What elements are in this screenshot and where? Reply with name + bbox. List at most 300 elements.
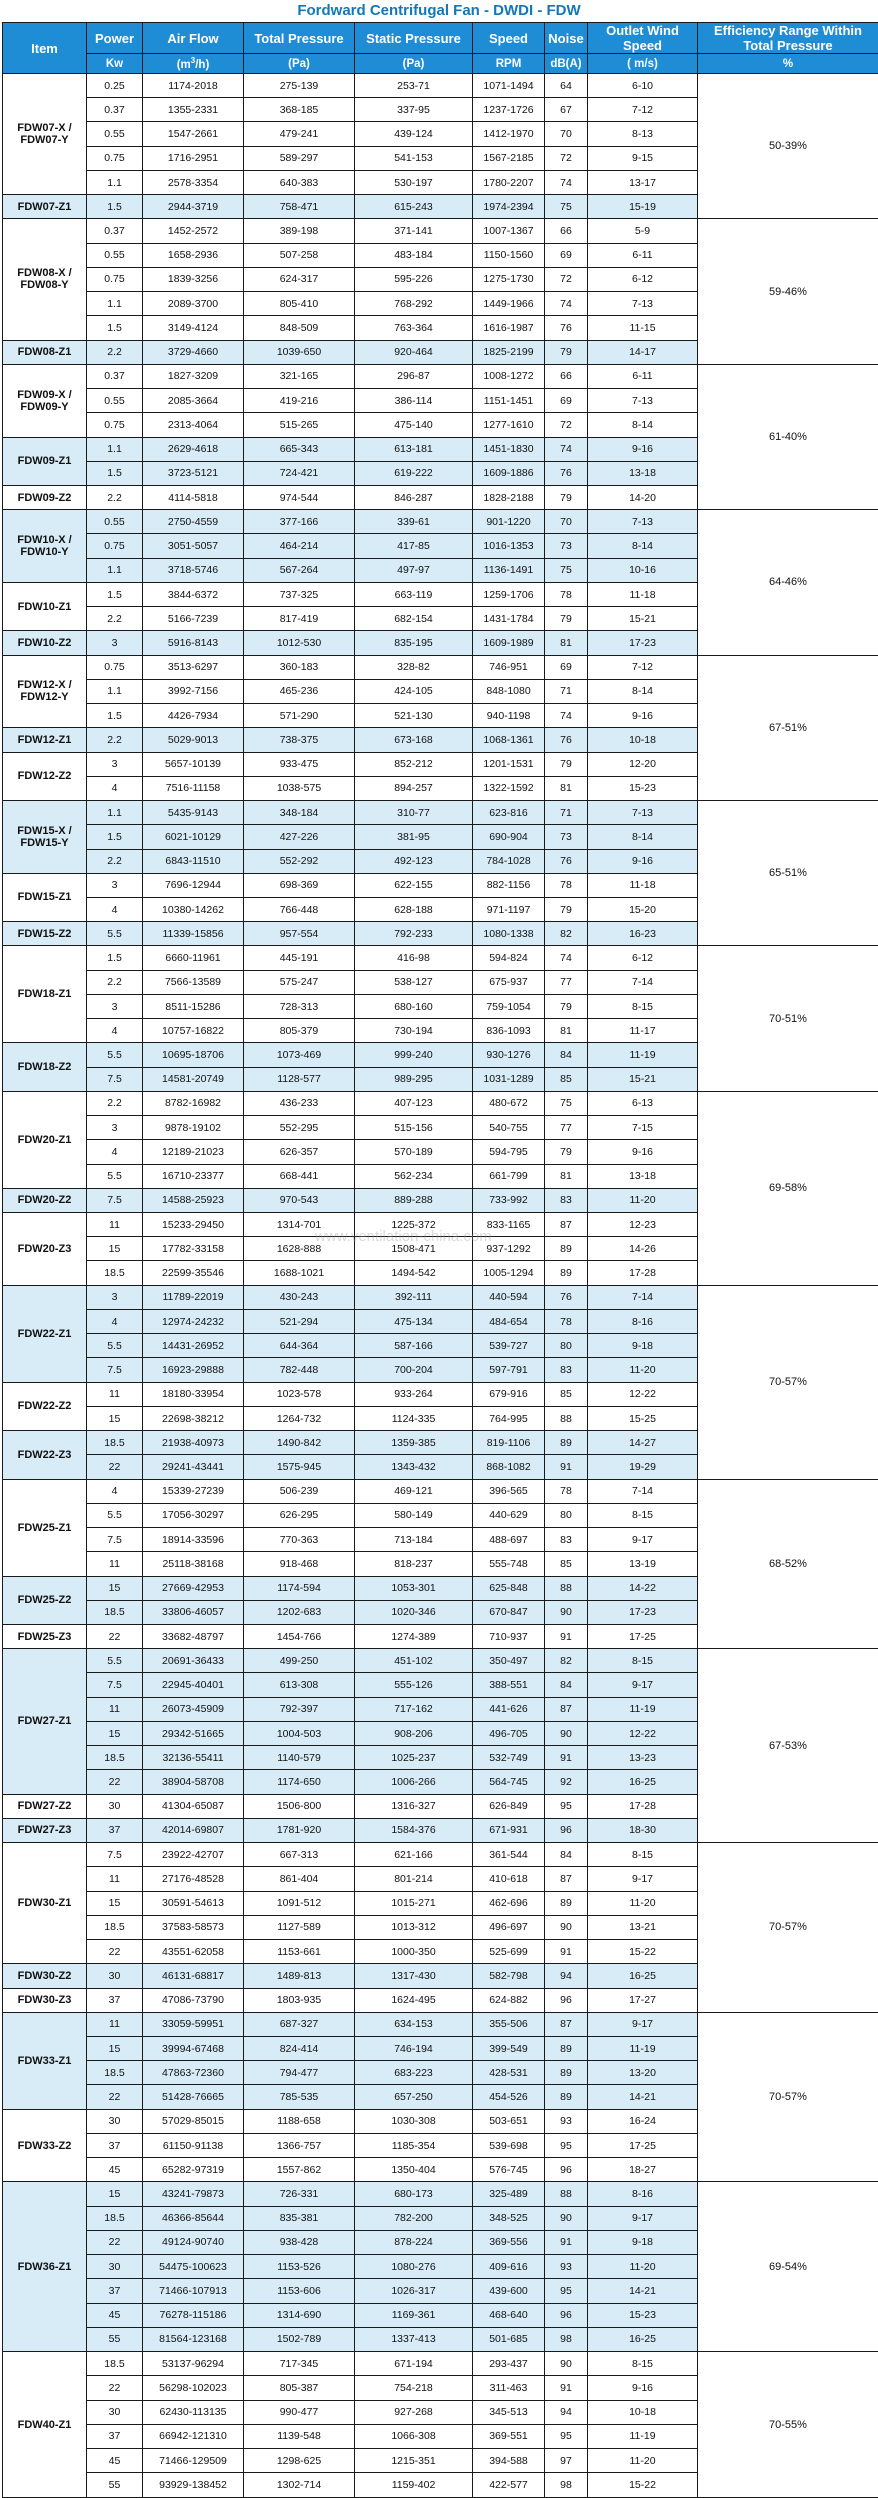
cell-speed: 1031-1289 [473,1067,545,1091]
cell-speed: 848-1080 [473,679,545,703]
cell-static-pressure: 392-111 [355,1285,473,1309]
cell-air-flow: 39994-67468 [143,2036,244,2060]
cell-static-pressure: 469-121 [355,1479,473,1503]
cell-total-pressure: 848-509 [244,316,355,340]
cell-total-pressure: 499-250 [244,1649,355,1673]
cell-noise: 74 [545,292,588,316]
cell-total-pressure: 1012-530 [244,631,355,655]
efficiency-range: 61-40% [698,364,878,509]
cell-total-pressure: 1781-920 [244,1818,355,1842]
cell-outlet-wind-speed: 7-13 [588,801,698,825]
cell-static-pressure: 1350-404 [355,2158,473,2182]
cell-static-pressure: 1508-471 [355,1237,473,1261]
cell-power: 3 [87,752,143,776]
header-speed: Speed [473,23,545,54]
cell-noise: 89 [545,1431,588,1455]
cell-static-pressure: 497-97 [355,558,473,582]
cell-total-pressure: 348-184 [244,801,355,825]
cell-air-flow: 27176-48528 [143,1867,244,1891]
cell-total-pressure: 785-535 [244,2085,355,2109]
cell-total-pressure: 589-297 [244,146,355,170]
cell-static-pressure: 580-149 [355,1503,473,1527]
cell-speed: 311-463 [473,2376,545,2400]
cell-power: 0.37 [87,364,143,388]
cell-air-flow: 22599-35546 [143,1261,244,1285]
table-row [3,74,878,98]
cell-static-pressure: 619-222 [355,461,473,485]
efficiency-range: 59-46% [698,219,878,364]
cell-total-pressure: 1188-658 [244,2109,355,2133]
cell-total-pressure: 624-317 [244,267,355,291]
cell-noise: 87 [545,1867,588,1891]
cell-static-pressure: 328-82 [355,655,473,679]
cell-speed: 539-698 [473,2133,545,2157]
cell-air-flow: 5657-10139 [143,752,244,776]
model-name: FDW20-Z2 [3,1188,87,1212]
cell-outlet-wind-speed: 8-16 [588,1309,698,1333]
model-name: FDW10-X / FDW10-Y [3,510,87,583]
cell-static-pressure: 492-123 [355,849,473,873]
table-row [3,801,878,825]
cell-power: 4 [87,1019,143,1043]
cell-total-pressure: 640-383 [244,170,355,194]
cell-total-pressure: 758-471 [244,195,355,219]
cell-static-pressure: 671-194 [355,2352,473,2376]
cell-air-flow: 38904-58708 [143,1770,244,1794]
cell-power: 1.1 [87,558,143,582]
cell-air-flow: 1174-2018 [143,74,244,98]
cell-power: 5.5 [87,922,143,946]
cell-static-pressure: 889-288 [355,1188,473,1212]
cell-power: 37 [87,2133,143,2157]
cell-power: 3 [87,994,143,1018]
cell-noise: 95 [545,2279,588,2303]
cell-outlet-wind-speed: 7-15 [588,1116,698,1140]
cell-total-pressure: 507-258 [244,243,355,267]
cell-outlet-wind-speed: 17-25 [588,2133,698,2157]
cell-static-pressure: 521-130 [355,704,473,728]
cell-total-pressure: 724-421 [244,461,355,485]
cell-power: 3 [87,1285,143,1309]
cell-power: 1.5 [87,946,143,970]
cell-total-pressure: 687-327 [244,2012,355,2036]
cell-speed: 1008-1272 [473,364,545,388]
cell-outlet-wind-speed: 8-15 [588,2352,698,2376]
cell-outlet-wind-speed: 11-18 [588,873,698,897]
cell-static-pressure: 1020-346 [355,1600,473,1624]
cell-static-pressure: 1343-432 [355,1455,473,1479]
cell-air-flow: 2750-4559 [143,510,244,534]
cell-speed: 710-937 [473,1625,545,1649]
cell-outlet-wind-speed: 7-14 [588,1479,698,1503]
cell-air-flow: 15339-27239 [143,1479,244,1503]
header-efficiency: Efficiency Range Within Total Pressure [698,23,878,54]
cell-total-pressure: 918-468 [244,1552,355,1576]
cell-air-flow: 17782-33158 [143,1237,244,1261]
cell-total-pressure: 1127-589 [244,1915,355,1939]
cell-total-pressure: 368-185 [244,98,355,122]
model-name: FDW09-X / FDW09-Y [3,364,87,437]
cell-air-flow: 29241-43441 [143,1455,244,1479]
model-name: FDW33-Z2 [3,2109,87,2182]
cell-outlet-wind-speed: 9-18 [588,2230,698,2254]
cell-air-flow: 2629-4618 [143,437,244,461]
cell-air-flow: 71466-107913 [143,2279,244,2303]
cell-static-pressure: 1015-271 [355,1891,473,1915]
cell-noise: 97 [545,2448,588,2472]
cell-air-flow: 1355-2331 [143,98,244,122]
cell-outlet-wind-speed: 9-17 [588,1528,698,1552]
cell-outlet-wind-speed: 12-23 [588,1213,698,1237]
cell-air-flow: 16923-29888 [143,1358,244,1382]
cell-outlet-wind-speed: 11-20 [588,2255,698,2279]
table-row [3,1091,878,1115]
cell-power: 1.5 [87,316,143,340]
cell-static-pressure: 933-264 [355,1382,473,1406]
cell-outlet-wind-speed: 6-12 [588,946,698,970]
cell-air-flow: 2313-4064 [143,413,244,437]
cell-air-flow: 62430-113135 [143,2400,244,2424]
cell-speed: 671-931 [473,1818,545,1842]
cell-power: 1.1 [87,679,143,703]
cell-speed: 971-1197 [473,897,545,921]
cell-static-pressure: 381-95 [355,825,473,849]
cell-total-pressure: 770-363 [244,1528,355,1552]
cell-outlet-wind-speed: 8-14 [588,413,698,437]
cell-outlet-wind-speed: 9-17 [588,2012,698,2036]
cell-noise: 80 [545,1334,588,1358]
watermark: www.ventilation-china.com [315,1228,492,1245]
cell-air-flow: 3729-4660 [143,340,244,364]
model-name: FDW22-Z1 [3,1285,87,1382]
cell-total-pressure: 1174-650 [244,1770,355,1794]
cell-speed: 764-995 [473,1406,545,1430]
cell-speed: 746-951 [473,655,545,679]
cell-power: 5.5 [87,1503,143,1527]
unit-total-pressure: (Pa) [244,54,355,74]
cell-outlet-wind-speed: 6-12 [588,267,698,291]
cell-air-flow: 5916-8143 [143,631,244,655]
cell-total-pressure: 1628-888 [244,1237,355,1261]
cell-power: 0.75 [87,413,143,437]
cell-power: 4 [87,776,143,800]
cell-noise: 83 [545,1188,588,1212]
cell-total-pressure: 1557-862 [244,2158,355,2182]
cell-speed: 532-749 [473,1746,545,1770]
cell-air-flow: 53137-96294 [143,2352,244,2376]
cell-static-pressure: 1215-351 [355,2448,473,2472]
cell-power: 3 [87,1116,143,1140]
cell-power: 1.5 [87,461,143,485]
cell-outlet-wind-speed: 15-21 [588,607,698,631]
cell-total-pressure: 766-448 [244,897,355,921]
cell-static-pressure: 337-95 [355,98,473,122]
unit-outlet-wind-speed: ( m/s) [588,54,698,74]
cell-speed: 1007-1367 [473,219,545,243]
cell-outlet-wind-speed: 19-29 [588,1455,698,1479]
cell-noise: 84 [545,1043,588,1067]
cell-air-flow: 5435-9143 [143,801,244,825]
cell-speed: 1431-1784 [473,607,545,631]
cell-total-pressure: 1039-650 [244,340,355,364]
cell-air-flow: 20691-36433 [143,1649,244,1673]
cell-speed: 1136-1491 [473,558,545,582]
cell-noise: 95 [545,1794,588,1818]
spec-table [2,22,878,2498]
model-name: FDW40-Z1 [3,2352,87,2498]
table-row [3,1649,878,1673]
cell-outlet-wind-speed: 8-15 [588,1649,698,1673]
cell-total-pressure: 1506-800 [244,1794,355,1818]
cell-speed: 1259-1706 [473,582,545,606]
cell-outlet-wind-speed: 14-21 [588,2279,698,2303]
cell-speed: 675-937 [473,970,545,994]
cell-outlet-wind-speed: 11-19 [588,1697,698,1721]
cell-speed: 759-1054 [473,994,545,1018]
cell-noise: 79 [545,994,588,1018]
cell-power: 1.1 [87,170,143,194]
cell-total-pressure: 360-183 [244,655,355,679]
model-name: FDW08-X / FDW08-Y [3,219,87,340]
cell-air-flow: 7566-13589 [143,970,244,994]
cell-power: 22 [87,1770,143,1794]
cell-speed: 355-506 [473,2012,545,2036]
cell-static-pressure: 1066-308 [355,2424,473,2448]
cell-noise: 98 [545,2473,588,2498]
cell-air-flow: 3149-4124 [143,316,244,340]
cell-speed: 833-1165 [473,1213,545,1237]
cell-total-pressure: 1004-503 [244,1721,355,1745]
cell-power: 30 [87,1794,143,1818]
cell-total-pressure: 552-295 [244,1116,355,1140]
cell-outlet-wind-speed: 17-23 [588,631,698,655]
cell-static-pressure: 920-464 [355,340,473,364]
cell-static-pressure: 475-134 [355,1309,473,1333]
cell-total-pressure: 805-410 [244,292,355,316]
cell-outlet-wind-speed: 10-18 [588,728,698,752]
cell-outlet-wind-speed: 14-17 [588,340,698,364]
cell-speed: 1825-2199 [473,340,545,364]
cell-power: 1.1 [87,292,143,316]
cell-air-flow: 9878-19102 [143,1116,244,1140]
cell-total-pressure: 737-325 [244,582,355,606]
cell-power: 0.75 [87,655,143,679]
cell-power: 0.75 [87,534,143,558]
cell-speed: 440-594 [473,1285,545,1309]
cell-noise: 64 [545,74,588,98]
model-name: FDW12-Z2 [3,752,87,800]
cell-outlet-wind-speed: 15-22 [588,2473,698,2498]
cell-air-flow: 6021-10129 [143,825,244,849]
cell-speed: 1322-1592 [473,776,545,800]
cell-total-pressure: 817-419 [244,607,355,631]
cell-outlet-wind-speed: 6-13 [588,1091,698,1115]
cell-static-pressure: 908-206 [355,1721,473,1745]
cell-power: 7.5 [87,1843,143,1867]
cell-noise: 85 [545,1382,588,1406]
model-name: FDW09-Z1 [3,437,87,485]
cell-air-flow: 23922-42707 [143,1843,244,1867]
cell-speed: 361-544 [473,1843,545,1867]
cell-air-flow: 5029-9013 [143,728,244,752]
cell-power: 15 [87,2036,143,2060]
cell-power: 18.5 [87,1261,143,1285]
header-item: Item [3,23,87,74]
cell-static-pressure: 253-71 [355,74,473,98]
cell-outlet-wind-speed: 8-15 [588,1503,698,1527]
cell-total-pressure: 1202-683 [244,1600,355,1624]
unit-speed: RPM [473,54,545,74]
cell-air-flow: 8511-15286 [143,994,244,1018]
cell-air-flow: 7516-11158 [143,776,244,800]
cell-total-pressure: 626-295 [244,1503,355,1527]
cell-noise: 88 [545,2182,588,2206]
cell-power: 30 [87,2255,143,2279]
cell-air-flow: 12974-24232 [143,1309,244,1333]
cell-static-pressure: 1026-317 [355,2279,473,2303]
cell-static-pressure: 483-184 [355,243,473,267]
cell-speed: 1449-1966 [473,292,545,316]
cell-total-pressure: 377-166 [244,510,355,534]
cell-outlet-wind-speed: 11-19 [588,2424,698,2448]
cell-total-pressure: 717-345 [244,2352,355,2376]
cell-speed: 1151-1451 [473,389,545,413]
cell-noise: 91 [545,1940,588,1964]
cell-speed: 582-798 [473,1964,545,1988]
cell-air-flow: 33806-46057 [143,1600,244,1624]
cell-speed: 399-549 [473,2036,545,2060]
cell-outlet-wind-speed: 17-27 [588,1988,698,2012]
cell-air-flow: 42014-69807 [143,1818,244,1842]
model-name: FDW36-Z1 [3,2182,87,2352]
cell-total-pressure: 667-313 [244,1843,355,1867]
cell-outlet-wind-speed: 6-11 [588,243,698,267]
cell-total-pressure: 1490-842 [244,1431,355,1455]
cell-total-pressure: 933-475 [244,752,355,776]
cell-static-pressure: 555-126 [355,1673,473,1697]
cell-outlet-wind-speed: 13-23 [588,1746,698,1770]
cell-outlet-wind-speed: 17-28 [588,1261,698,1285]
cell-air-flow: 18180-33954 [143,1382,244,1406]
cell-noise: 69 [545,655,588,679]
model-name: FDW25-Z2 [3,1576,87,1624]
cell-power: 15 [87,1721,143,1745]
cell-total-pressure: 1153-661 [244,1940,355,1964]
cell-outlet-wind-speed: 7-13 [588,510,698,534]
cell-noise: 87 [545,2012,588,2036]
cell-speed: 1616-1987 [473,316,545,340]
cell-static-pressure: 657-250 [355,2085,473,2109]
header-total-pressure: Total Pressure [244,23,355,54]
cell-air-flow: 27669-42953 [143,1576,244,1600]
cell-air-flow: 3718-5746 [143,558,244,582]
cell-noise: 75 [545,195,588,219]
cell-noise: 77 [545,970,588,994]
cell-air-flow: 61150-91138 [143,2133,244,2157]
cell-power: 1.1 [87,437,143,461]
cell-speed: 594-824 [473,946,545,970]
cell-air-flow: 3513-6297 [143,655,244,679]
cell-speed: 1451-1830 [473,437,545,461]
cell-power: 0.37 [87,219,143,243]
cell-total-pressure: 1803-935 [244,1988,355,2012]
cell-total-pressure: 728-313 [244,994,355,1018]
cell-static-pressure: 296-87 [355,364,473,388]
cell-speed: 1005-1294 [473,1261,545,1285]
cell-air-flow: 3844-6372 [143,582,244,606]
cell-static-pressure: 1185-354 [355,2133,473,2157]
cell-static-pressure: 475-140 [355,413,473,437]
cell-noise: 90 [545,2206,588,2230]
cell-outlet-wind-speed: 9-16 [588,1140,698,1164]
efficiency-range: 65-51% [698,801,878,946]
cell-static-pressure: 878-224 [355,2230,473,2254]
cell-noise: 91 [545,1625,588,1649]
cell-power: 0.75 [87,146,143,170]
cell-power: 11 [87,1213,143,1237]
cell-power: 7.5 [87,1358,143,1382]
cell-noise: 77 [545,1116,588,1140]
cell-outlet-wind-speed: 7-13 [588,389,698,413]
cell-noise: 82 [545,1649,588,1673]
cell-static-pressure: 763-364 [355,316,473,340]
cell-total-pressure: 389-198 [244,219,355,243]
header-static-pressure: Static Pressure [355,23,473,54]
cell-power: 15 [87,1237,143,1261]
cell-noise: 78 [545,1309,588,1333]
cell-total-pressure: 1454-766 [244,1625,355,1649]
cell-outlet-wind-speed: 14-20 [588,485,698,509]
cell-noise: 96 [545,2158,588,2182]
cell-power: 7.5 [87,1067,143,1091]
efficiency-range: 68-52% [698,1479,878,1649]
cell-static-pressure: 1159-402 [355,2473,473,2498]
cell-noise: 94 [545,1964,588,1988]
cell-outlet-wind-speed: 16-25 [588,1964,698,1988]
cell-power: 2.2 [87,340,143,364]
cell-power: 18.5 [87,1915,143,1939]
cell-speed: 439-600 [473,2279,545,2303]
cell-noise: 76 [545,849,588,873]
cell-air-flow: 14581-20749 [143,1067,244,1091]
cell-power: 18.5 [87,1431,143,1455]
model-name: FDW22-Z3 [3,1431,87,1479]
cell-speed: 488-697 [473,1528,545,1552]
cell-total-pressure: 1575-945 [244,1455,355,1479]
cell-outlet-wind-speed: 7-12 [588,655,698,679]
cell-speed: 1080-1338 [473,922,545,946]
cell-outlet-wind-speed: 15-20 [588,897,698,921]
cell-power: 2.2 [87,485,143,509]
cell-total-pressure: 521-294 [244,1309,355,1333]
cell-static-pressure: 768-292 [355,292,473,316]
cell-static-pressure: 746-194 [355,2036,473,2060]
cell-outlet-wind-speed: 7-12 [588,98,698,122]
cell-noise: 89 [545,1237,588,1261]
cell-power: 1.5 [87,582,143,606]
cell-noise: 89 [545,2036,588,2060]
cell-static-pressure: 663-119 [355,582,473,606]
cell-static-pressure: 1169-361 [355,2303,473,2327]
model-name: FDW33-Z1 [3,2012,87,2109]
cell-air-flow: 1827-3209 [143,364,244,388]
cell-total-pressure: 1139-548 [244,2424,355,2448]
cell-outlet-wind-speed: 16-24 [588,2109,698,2133]
cell-noise: 81 [545,631,588,655]
cell-static-pressure: 852-212 [355,752,473,776]
cell-total-pressure: 1298-625 [244,2448,355,2472]
cell-outlet-wind-speed: 7-13 [588,292,698,316]
